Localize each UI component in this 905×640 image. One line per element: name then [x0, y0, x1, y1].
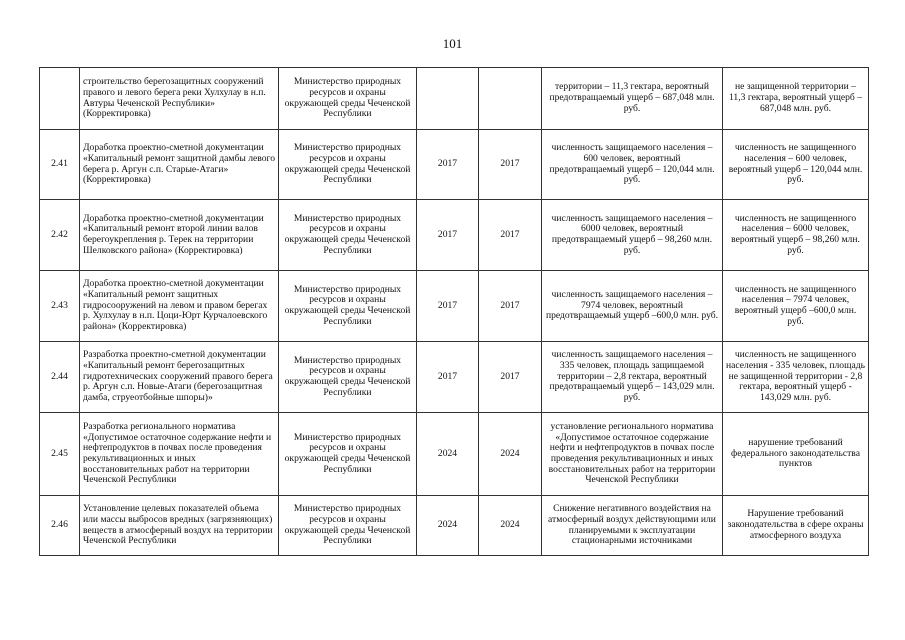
table-row — [40, 271, 869, 342]
start-year: 2024 — [417, 496, 479, 556]
end-year: 2024 — [479, 496, 542, 556]
work-description: строительство берегозащитных сооружений правого и левого берега реки Хулхулау в н.п. Автуры Чеченской Республики» (Корректировка) — [80, 68, 279, 130]
executor: Министерство природных ресурсов и охраны окружающей среды Чеченской Республики — [279, 200, 417, 271]
start-year: 2017 — [417, 342, 479, 413]
start-year: 2017 — [417, 130, 479, 200]
executor: Министерство природных ресурсов и охраны окружающей среды Чеченской Республики — [279, 342, 417, 413]
end-year: 2017 — [479, 130, 542, 200]
work-description: Разработка регионального норматива «Допустимое остаточное содержание нефти и нефтепродуктов в почвах после проведения рекультивационных и иных восстановительных работ на территории Чеченской Республики — [80, 413, 279, 496]
row-number: 2.42 — [40, 200, 80, 271]
executor: Министерство природных ресурсов и охраны окружающей среды Чеченской Республики — [279, 413, 417, 496]
table-row — [40, 200, 869, 271]
expected-result: численность защищаемого населения – 7974 человек, вероятный предотвращаемый ущерб –600,0 млн. руб. — [542, 271, 723, 342]
start-year: 2017 — [417, 200, 479, 271]
risk-consequence: численность не защищенного населения – 600 человек, вероятный ущерб – 120,044 млн. руб. — [723, 130, 869, 200]
end-year: 2017 — [479, 342, 542, 413]
start-year: 2017 — [417, 271, 479, 342]
page-number: 101 — [442, 36, 463, 51]
table-row — [40, 496, 869, 556]
risk-consequence: численность не защищенного населения – 7974 человек, вероятный ущерб –600,0 млн. руб. — [723, 271, 869, 342]
executor: Министерство природных ресурсов и охраны окружающей среды Чеченской Республики — [279, 68, 417, 130]
end-year: 2017 — [479, 271, 542, 342]
expected-result: Снижение негативного воздействия на атмосферный воздух действующими или планируемыми к эксплуатации стационарными источниками — [542, 496, 723, 556]
expected-result: численность защищаемого населения – 6000 человек, вероятный предотвращаемый ущерб – 98,260 млн. руб. — [542, 200, 723, 271]
end-year: 2024 — [479, 413, 542, 496]
row-number: 2.43 — [40, 271, 80, 342]
work-description: Доработка проектно-сметной документации «Капитальный ремонт защитной дамбы левого берега р. Аргун с.п. Старые-Атаги» (Корректировка) — [80, 130, 279, 200]
expected-result: территории – 11,3 гектара, вероятный предотвращаемый ущерб – 687,048 млн. руб. — [542, 68, 723, 130]
executor: Министерство природных ресурсов и охраны окружающей среды Чеченской Республики — [279, 130, 417, 200]
row-number: 2.46 — [40, 496, 80, 556]
risk-consequence: Нарушение требований законодательства в сфере охраны атмосферного воздуха — [723, 496, 869, 556]
risk-consequence: численность не защищенного населения – 6000 человек, вероятный ущерб – 98,260 млн. руб. — [723, 200, 869, 271]
end-year — [479, 68, 542, 130]
work-description: Установление целевых показателей объема или массы выбросов вредных (загрязняющих) веществ в атмосферный воздух на территории Чеченской Республики — [80, 496, 279, 556]
table-row — [40, 130, 869, 200]
start-year — [417, 68, 479, 130]
risk-consequence: не защищенной территории – 11,3 гектара, вероятный ущерб – 687,048 млн. руб. — [723, 68, 869, 130]
work-description: Разработка проектно-сметной документации «Капитальный ремонт берегозащитных гидротехнических сооружений правого берега р. Аргун с.п. Новые-Атаги (берегозащитная дамба, струеотбойные шпоры)» — [80, 342, 279, 413]
row-number: 2.44 — [40, 342, 80, 413]
measures-table — [39, 67, 869, 556]
executor: Министерство природных ресурсов и охраны окружающей среды Чеченской Республики — [279, 271, 417, 342]
work-description: Доработка проектно-сметной документации «Капитальный ремонт второй линии валов берегоукрепления р. Терек на территории Шелковского района» (Корректировка) — [80, 200, 279, 271]
executor: Министерство природных ресурсов и охраны окружающей среды Чеченской Республики — [279, 496, 417, 556]
expected-result: численность защищаемого населения – 335 человек, площадь защищаемой территории – 2,8 гектара, вероятный предотвращаемый ущерб – 143,029 млн. руб. — [542, 342, 723, 413]
risk-consequence: численность не защищенного населения - 335 человек, площадь не защищенной территории - 2,8 гектара, вероятный ущерб - 143,029 млн. руб. — [723, 342, 869, 413]
risk-consequence: нарушение требований федерального законодательства пунктов — [723, 413, 869, 496]
work-description: Доработка проектно-сметной документации «Капитальный ремонт защитных гидросооружений на левом и правом берегах р. Хулхулау в н.п. Цоци-Юрт Курчалоевского района» (Корректировка) — [80, 271, 279, 342]
row-number: 2.45 — [40, 413, 80, 496]
table-row — [40, 68, 869, 130]
end-year: 2017 — [479, 200, 542, 271]
table-row — [40, 342, 869, 413]
row-number: 2.41 — [40, 130, 80, 200]
row-number — [40, 68, 80, 130]
expected-result: численность защищаемого населения – 600 человек, вероятный предотвращаемый ущерб – 120,044 млн. руб. — [542, 130, 723, 200]
expected-result: установление регионального норматива «Допустимое остаточное содержание нефти и нефтепродуктов в почвах после проведения рекультивационных и иных восстановительных работ на территории Чеченской Республики — [542, 413, 723, 496]
table-row — [40, 413, 869, 496]
start-year: 2024 — [417, 413, 479, 496]
